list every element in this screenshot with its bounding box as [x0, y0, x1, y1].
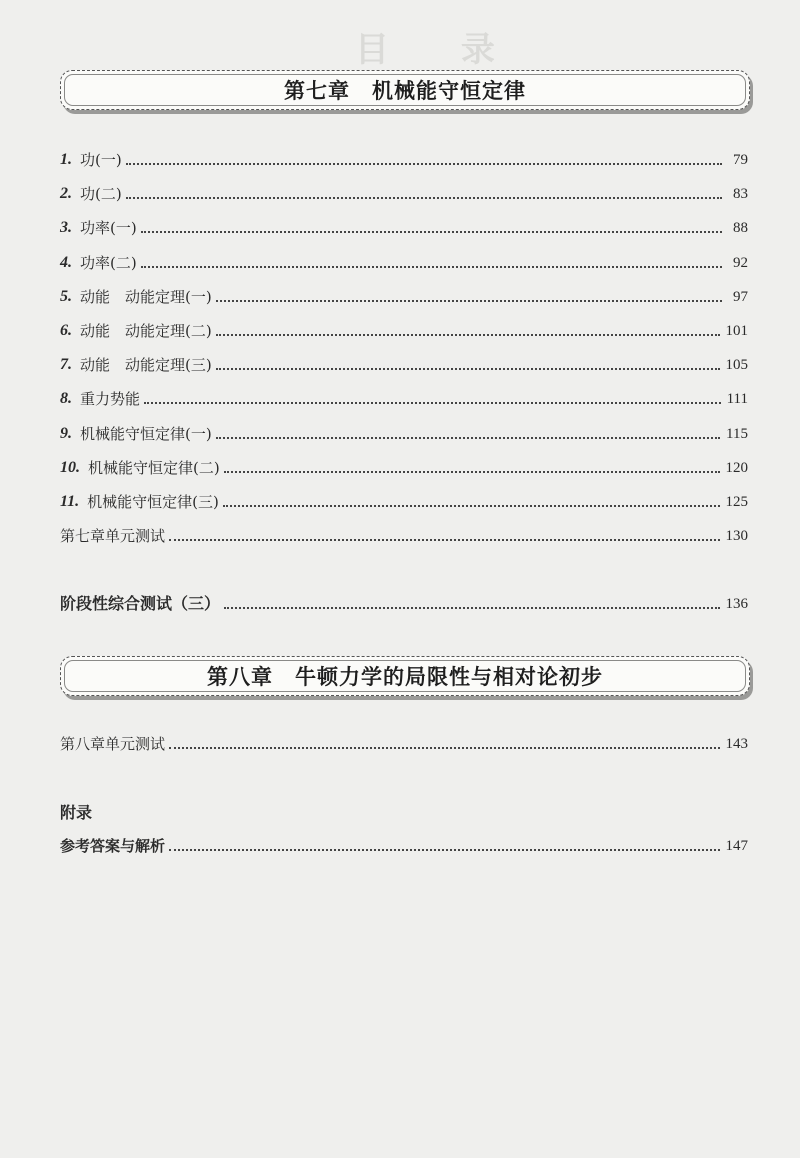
toc-label: 动能 动能定理(一)	[80, 287, 212, 306]
page-number: 101	[725, 323, 748, 339]
toc-label: 功(一)	[80, 151, 122, 169]
dot-leader	[216, 436, 720, 439]
toc-label: 机械能守恒定律(一)	[80, 424, 212, 443]
chapter7-item-row[interactable]	[60, 146, 748, 170]
dot-leader	[223, 504, 720, 507]
toc-label: 功率(一)	[80, 219, 137, 238]
toc-label: 机械能守恒定律(三)	[87, 493, 219, 511]
item-number: 11.	[60, 493, 80, 510]
page-number: 79	[733, 152, 748, 168]
page-number: 88	[733, 220, 748, 237]
toc-label: 机械能守恒定律(二)	[88, 458, 220, 477]
item-number: 9.	[60, 424, 72, 442]
dot-leader	[141, 265, 722, 268]
dot-leader	[169, 746, 719, 749]
page-number: 136	[725, 596, 748, 612]
dot-leader	[141, 230, 722, 233]
toc-label: 动能 动能定理(二)	[80, 322, 212, 340]
item-number: 2.	[60, 185, 72, 203]
toc-label: 功率(二)	[80, 253, 137, 272]
dot-leader	[216, 333, 720, 336]
toc-label: 参考答案与解析	[60, 837, 166, 855]
toc-label: 阶段性综合测试（三）	[60, 594, 221, 613]
item-number: 1.	[60, 151, 72, 168]
chapter8-unit-test-row[interactable]	[60, 730, 748, 754]
item-number: 6.	[60, 322, 72, 339]
chapter7-item-row[interactable]	[60, 488, 748, 512]
dot-leader	[126, 196, 722, 199]
dot-leader	[126, 162, 722, 165]
dot-leader	[169, 848, 719, 851]
item-number: 5.	[60, 287, 72, 305]
page-number: 147	[725, 838, 748, 854]
chapter7-item-row[interactable]	[60, 385, 748, 409]
dot-leader	[216, 299, 722, 302]
chapter7-item-row[interactable]	[60, 351, 748, 375]
appendix-heading: 附录	[60, 803, 93, 822]
dot-leader	[169, 538, 719, 541]
chapter7-item-row[interactable]	[60, 180, 748, 204]
page-number: 92	[733, 254, 748, 271]
toc-label: 第七章单元测试	[60, 527, 166, 545]
chapter7-item-row[interactable]	[60, 317, 748, 341]
ghost-header-title: 目 录	[355, 30, 525, 70]
toc-label: 重力势能	[80, 390, 141, 409]
toc-label: 功(二)	[80, 185, 122, 204]
page-number: 105	[725, 357, 748, 374]
chapter7-item-row[interactable]	[60, 214, 748, 238]
chapter7-title: 第七章 机械能守恒定律	[284, 78, 526, 103]
page-number: 130	[725, 528, 748, 544]
toc-label: 第八章单元测试	[60, 735, 166, 753]
chapter7-banner	[60, 70, 750, 110]
page-number: 125	[725, 494, 748, 510]
page-number: 120	[725, 459, 748, 476]
item-number: 4.	[60, 253, 72, 271]
dot-leader	[144, 401, 721, 404]
dot-leader	[224, 470, 720, 473]
page-number: 83	[733, 186, 748, 203]
chapter7-item-row[interactable]	[60, 283, 748, 307]
item-number: 7.	[60, 356, 72, 374]
chapter7-unit-test-row[interactable]	[60, 522, 748, 546]
stage-test-row[interactable]	[60, 590, 748, 614]
chapter7-item-row[interactable]	[60, 420, 748, 444]
page-number: 115	[726, 425, 748, 442]
item-number: 8.	[60, 390, 72, 408]
item-number: 3.	[60, 219, 72, 237]
page-number: 111	[726, 391, 748, 408]
chapter7-item-row[interactable]	[60, 249, 748, 273]
toc-label: 动能 动能定理(三)	[80, 356, 212, 375]
answers-row[interactable]	[60, 832, 748, 856]
page-number: 97	[733, 288, 748, 305]
chapter8-banner	[60, 656, 750, 696]
dot-leader	[216, 367, 720, 370]
item-number: 10.	[60, 458, 80, 476]
page-number: 143	[725, 736, 748, 752]
dot-leader	[224, 606, 719, 609]
chapter7-item-row[interactable]	[60, 454, 748, 478]
chapter8-title: 第八章 牛顿力学的局限性与相对论初步	[207, 664, 603, 689]
